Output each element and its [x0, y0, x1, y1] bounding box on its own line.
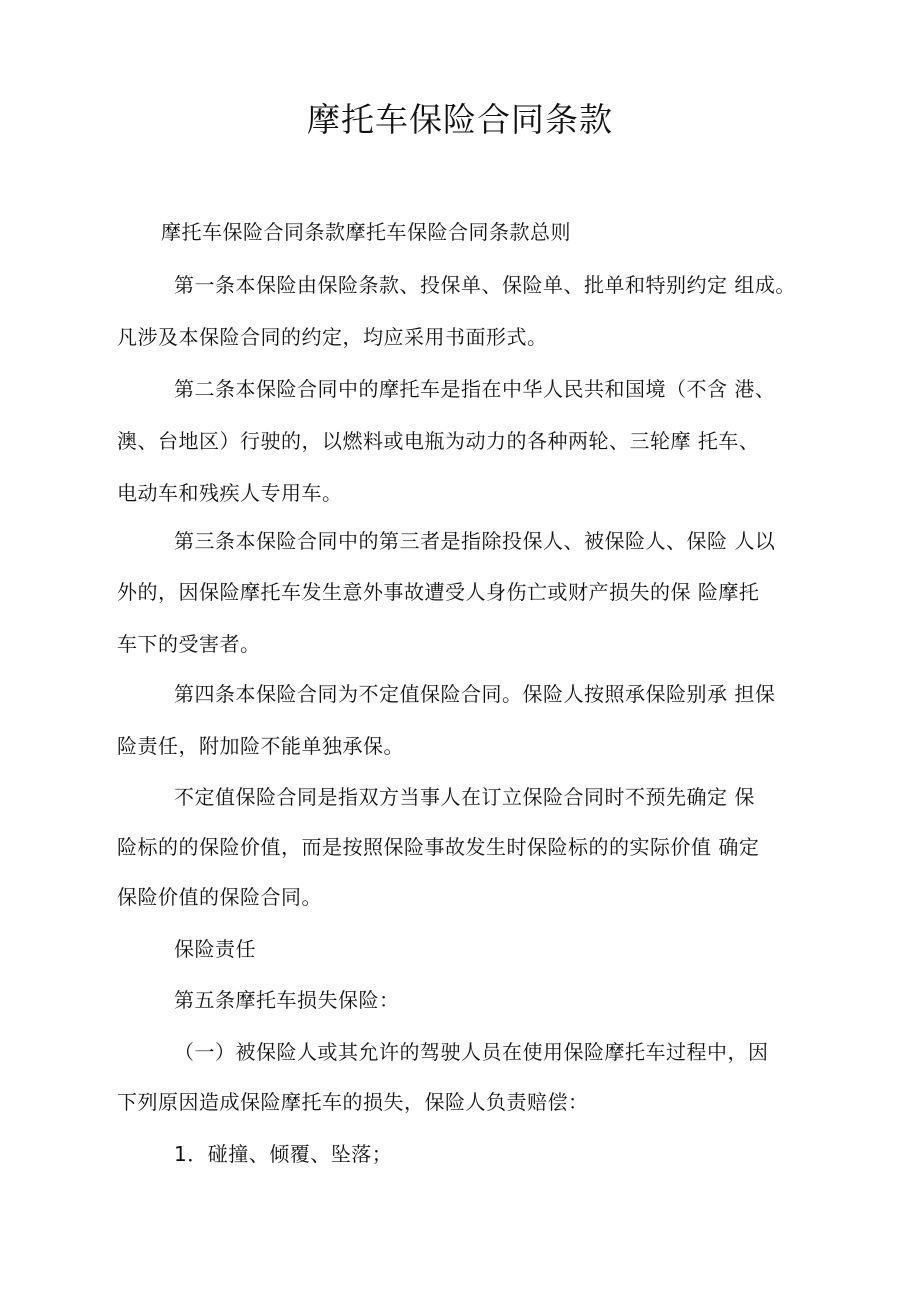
section-heading: 保险责任	[174, 937, 256, 961]
paragraph-line: 险责任，附加险不能单独承保。	[117, 734, 404, 758]
paragraph-line: 不定值保险合同是指双方当事人在订立保险合同时不预先确定 保	[174, 785, 755, 809]
list-item: 1．碰撞、倾覆、坠落；	[174, 1142, 393, 1166]
paragraph-line: 凡涉及本保险合同的约定，均应采用书面形式。	[117, 325, 548, 349]
paragraph-line: 保险价值的保险合同。	[117, 885, 322, 909]
paragraph-line: 险标的的保险价值，而是按照保险事故发生时保险标的的实际价值 确定	[117, 835, 760, 859]
paragraph-line: 澳、台地区）行驶的，以燃料或电瓶为动力的各种两轮、三轮摩 托车、	[117, 429, 760, 453]
paragraph-line: 第一条本保险由保险条款、投保单、保险单、批单和特别约定 组成。	[174, 273, 796, 297]
paragraph-line: 下列原因造成保险摩托车的损失，保险人负责赔偿：	[117, 1090, 589, 1114]
paragraph-line: 第二条本保险合同中的摩托车是指在中华人民共和国境（不含 港、	[174, 377, 776, 401]
paragraph-line: 摩托车保险合同条款摩托车保险合同条款总则	[161, 220, 571, 244]
paragraph-line: 电动车和残疾人专用车。	[117, 481, 343, 505]
article-heading: 第五条摩托车损失保险：	[174, 988, 400, 1012]
paragraph-line: 外的，因保险摩托车发生意外事故遭受人身伤亡或财产损失的保 险摩托	[117, 580, 760, 604]
paragraph-line: 第四条本保险合同为不定值保险合同。保险人按照承保险别承 担保	[174, 682, 776, 706]
paragraph-line: （一）被保险人或其允许的驾驶人员在使用保险摩托车过程中，因	[174, 1040, 769, 1064]
paragraph-line: 第三条本保险合同中的第三者是指除投保人、被保险人、保险 人以	[174, 529, 776, 553]
paragraph-line: 车下的受害者。	[117, 632, 261, 656]
document-title: 摩托车保险合同条款	[307, 100, 613, 139]
